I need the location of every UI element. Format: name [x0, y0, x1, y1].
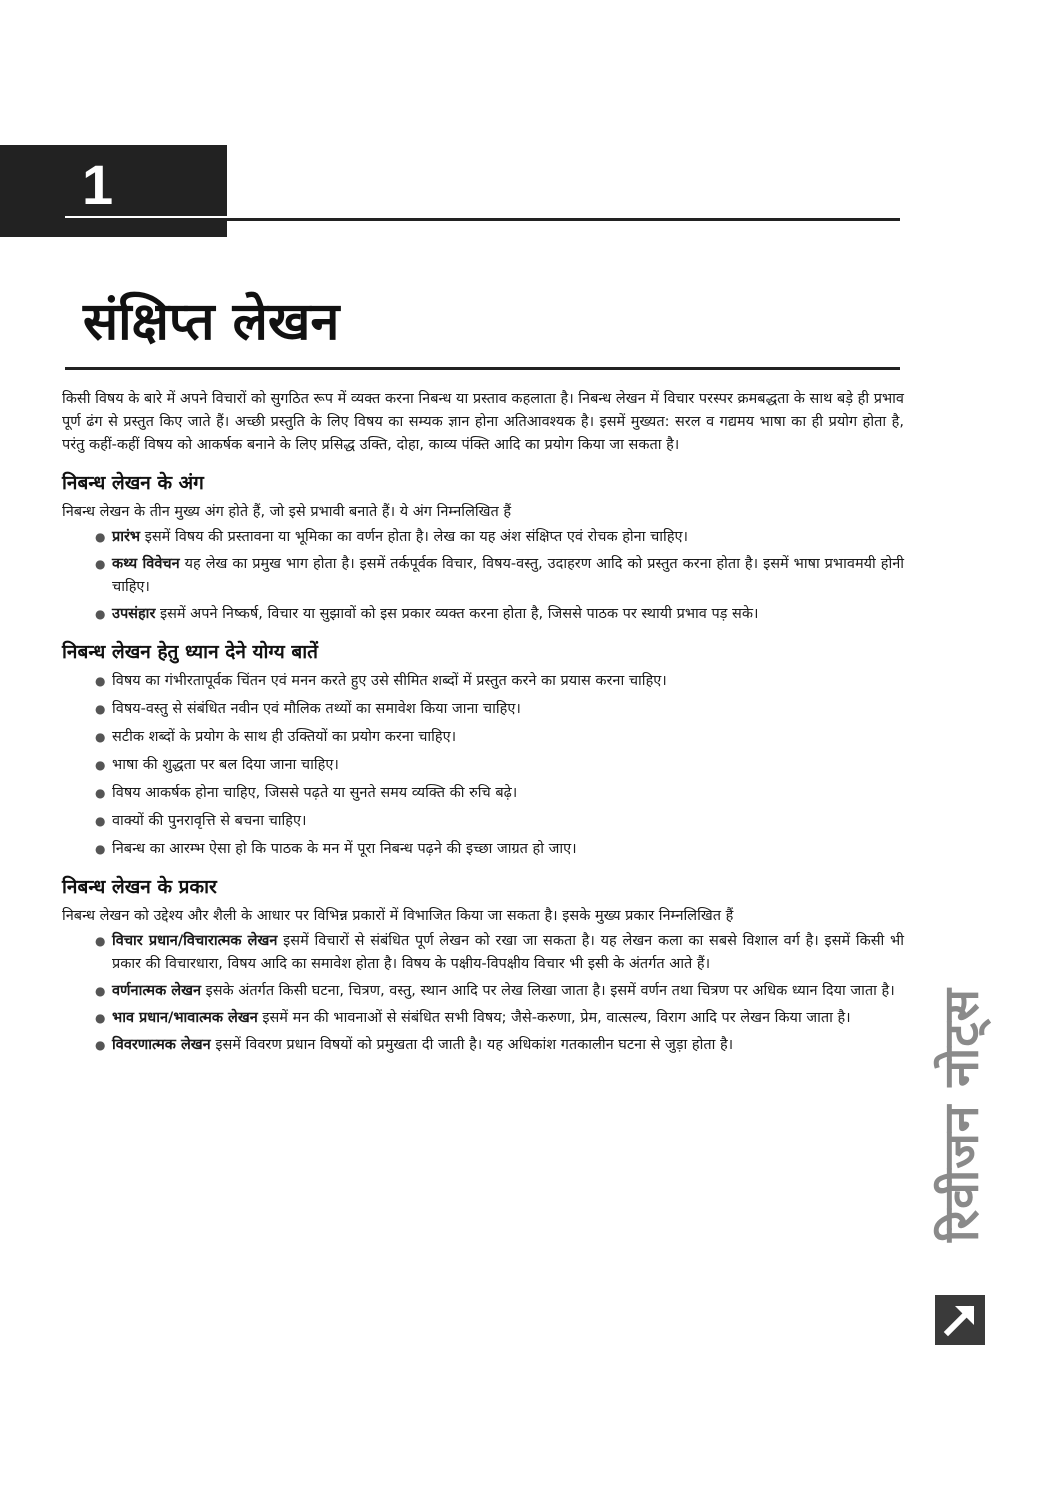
section-intro-parts: निबन्ध लेखन के तीन मुख्य अंग होते हैं, जो इसे प्रभावी बनाते हैं। ये अंग निम्नलिखित हैं: [62, 504, 512, 520]
list-item: [95, 670, 904, 693]
tips-list: [62, 670, 904, 861]
bullet-icon: ●: [95, 730, 106, 744]
list-item: [95, 526, 904, 549]
bullet-icon: ●: [95, 557, 106, 571]
item-text: इसमें विषय की प्रस्तावना या भूमिका का वर्णन होता है। लेख का यह अंश संक्षिप्त एवं रोचक होना चाहिए।: [140, 529, 689, 545]
list-item: [95, 603, 904, 626]
chapter-number-underline: [65, 216, 227, 218]
item-text: वाक्यों की पुनरावृत्ति से बचना चाहिए।: [112, 813, 307, 829]
list-item: [95, 698, 904, 721]
list-item: [95, 930, 904, 976]
bullet-icon: ●: [95, 984, 106, 998]
item-term: विवरणात्मक लेखन: [112, 1037, 211, 1053]
list-item: [95, 810, 904, 833]
item-text: निबन्ध का आरम्भ ऐसा हो कि पाठक के मन में पूरा निबन्ध पढ़ने की इच्छा जाग्रत हो जाए।: [112, 841, 577, 857]
bullet-icon: ●: [95, 786, 106, 800]
list-item: [95, 1034, 904, 1057]
bullet-icon: ●: [95, 814, 106, 828]
bullet-icon: ●: [95, 702, 106, 716]
side-tab-label: रिवीजन नोट्स: [933, 988, 990, 1242]
item-term: उपसंहार: [112, 606, 156, 622]
bullet-icon: ●: [95, 1011, 106, 1025]
section-heading-parts: निबन्ध लेखन के अंग: [62, 472, 204, 494]
item-term: विचार प्रधान/विचारात्मक लेखन: [112, 933, 278, 949]
item-text: इसमें अपने निष्कर्ष, विचार या सुझावों को इस प्रकार व्यक्त करना होता है, जिससे पाठक पर स्थायी प्रभाव पड़ सके।: [155, 606, 759, 622]
item-term: भाव प्रधान/भावात्मक लेखन: [112, 1010, 258, 1026]
item-term: वर्णनात्मक लेखन: [112, 983, 202, 999]
item-term: कथ्य विवेचन: [112, 556, 180, 572]
item-text: इसके अंतर्गत किसी घटना, चित्रण, वस्तु, स्थान आदि पर लेख लिखा जाता है। इसमें वर्णन तथा चित्रण पर अधिक ध्यान दिया जाता है।: [201, 983, 895, 999]
item-text: इसमें विचारों से संबंधित पूर्ण लेखन को रखा जा सकता है। यह लेखन कला का सबसे विशाल वर्ग है। इसमें किसी भी प्रकार की विचारधारा, विषय आदि का समावेश होता है। विषय के पक्षीय-विपक्षीय विचार भी इसी के अंतर्गत आते हैं।: [112, 933, 904, 972]
section-heading-tips: निबन्ध लेखन हेतु ध्यान देने योग्य बातें: [62, 641, 319, 663]
page-title: संक्षिप्त लेखन: [83, 292, 340, 352]
parts-list: [62, 526, 904, 626]
item-text: यह लेख का प्रमुख भाग होता है। इसमें तर्कपूर्वक विचार, विषय-वस्तु, उदाहरण आदि को प्रस्तुत करना होता है। इसमें भाषा प्रभावमयी होनी चाहिए।: [112, 556, 904, 595]
bullet-icon: ●: [95, 934, 106, 948]
content: [62, 388, 904, 1061]
types-list: [62, 930, 904, 1057]
item-text: विषय का गंभीरतापूर्वक चिंतन एवं मनन करते हुए उसे सीमित शब्दों में प्रस्तुत करने का प्रयास करना चाहिए।: [112, 673, 667, 689]
section-intro-types: निबन्ध लेखन को उद्देश्य और शैली के आधार पर विभिन्न प्रकारों में विभाजित किया जा सकता है। इसके मुख्य प्रकार निम्नलिखित हैं: [62, 908, 734, 924]
section-heading-types: निबन्ध लेखन के प्रकार: [62, 876, 217, 898]
title-rule: [65, 367, 900, 370]
bullet-icon: ●: [95, 1038, 106, 1052]
list-item: [95, 782, 904, 805]
list-item: [95, 980, 904, 1003]
side-tab: [930, 940, 990, 1290]
item-text: भाषा की शुद्धता पर बल दिया जाना चाहिए।: [112, 757, 339, 773]
intro-paragraph: किसी विषय के बारे में अपने विचारों को सुगठित रूप में व्यक्त करना निबन्ध या प्रस्ताव कहलाता है। निबन्ध लेखन में विचार परस्पर क्रमबद्धता के साथ बड़े ही प्रभाव पूर्ण ढंग से प्रस्तुत किए जाते हैं। अच्छी प्रस्तुति के लिए विषय का सम्यक ज्ञान होना अतिआवश्यक है। इसमें मुख्यत: सरल व गद्यमय भाषा का ही प्रयोग होता है, परंतु कहीं-कहीं विषय को आकर्षक बनाने के लिए प्रसिद्ध उक्ति, दोहा, काव्य पंक्ति आदि का प्रयोग किया जा सकता है।: [62, 391, 904, 453]
list-item: [95, 1007, 904, 1030]
bullet-icon: ●: [95, 530, 106, 544]
item-text: इसमें मन की भावनाओं से संबंधित सभी विषय; जैसे-करुणा, प्रेम, वात्सल्य, विराग आदि पर लेखन किया जाता है।: [257, 1010, 851, 1026]
list-item: [95, 726, 904, 749]
bullet-icon: ●: [95, 758, 106, 772]
item-text: विषय आकर्षक होना चाहिए, जिससे पढ़ते या सुनते समय व्यक्ति की रुचि बढ़े।: [112, 785, 518, 801]
item-term: प्रारंभ: [112, 529, 141, 545]
item-text: सटीक शब्दों के प्रयोग के साथ ही उक्तियों का प्रयोग करना चाहिए।: [112, 729, 457, 745]
list-item: [95, 553, 904, 599]
item-text: विषय-वस्तु से संबंधित नवीन एवं मौलिक तथ्यों का समावेश किया जाना चाहिए।: [112, 701, 521, 717]
item-text: इसमें विवरण प्रधान विषयों को प्रमुखता दी जाती है। यह अधिकांश गतकालीन घटना से जुड़ा होता है।: [210, 1037, 734, 1053]
header-rule: [227, 218, 900, 221]
bullet-icon: ●: [95, 674, 106, 688]
chapter-number-block: [0, 145, 227, 237]
chapter-number: 1: [82, 153, 114, 216]
list-item: [95, 754, 904, 777]
bullet-icon: ●: [95, 842, 106, 856]
bullet-icon: ●: [95, 607, 106, 621]
list-item: [95, 838, 904, 861]
arrow-up-right-icon: [935, 1295, 985, 1345]
